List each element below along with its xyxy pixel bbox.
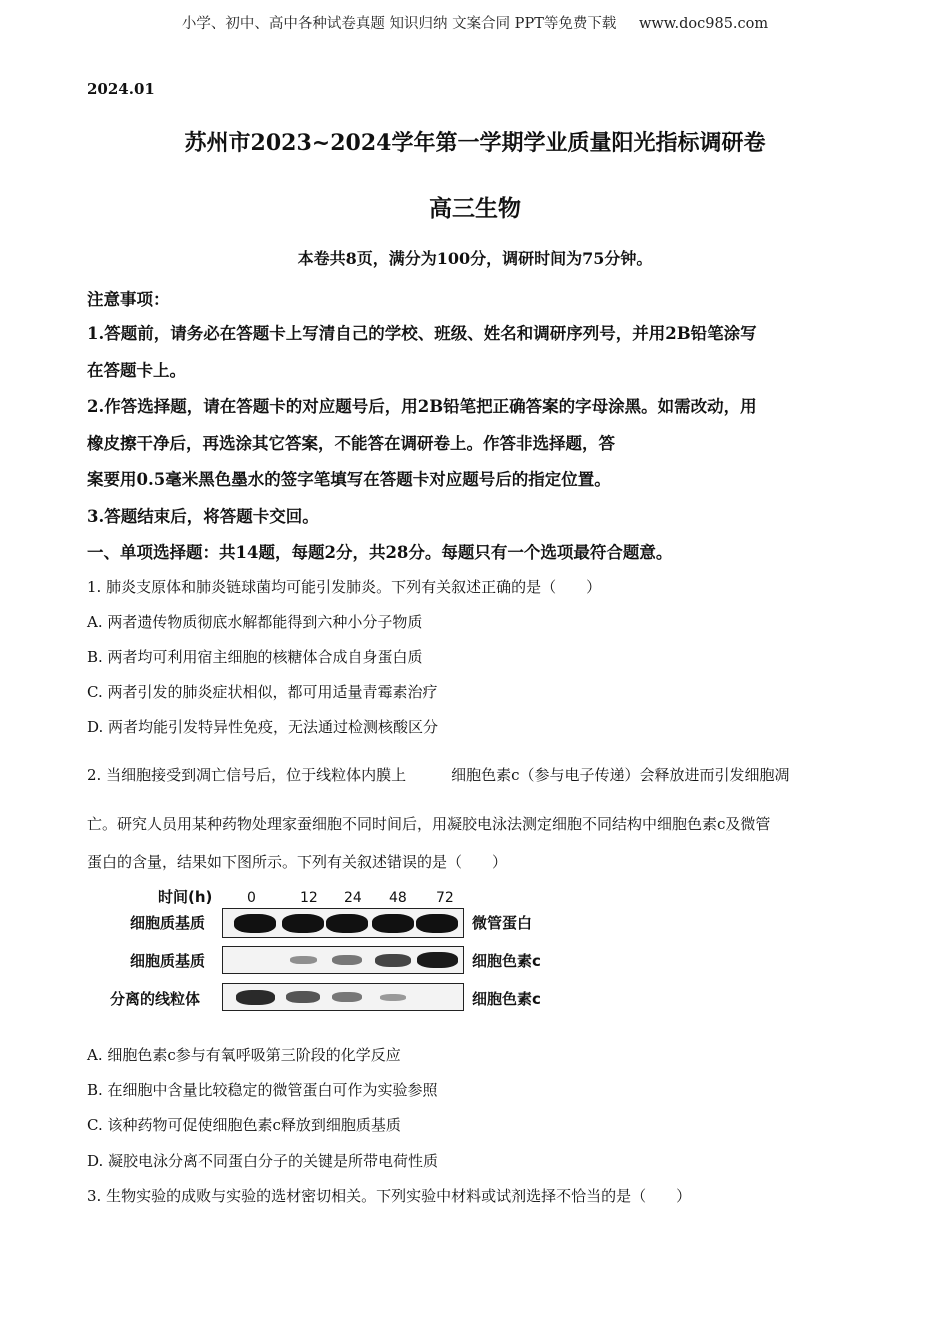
gel-band xyxy=(416,914,458,933)
gel-band xyxy=(375,954,411,967)
q2-option-b: B. 在细胞中含量比较稳定的微管蛋白可作为实验参照 xyxy=(87,1081,438,1099)
row-label-left: 细胞质基质 xyxy=(130,952,206,970)
note-line: 2.作答选择题，请在答题卡的对应题号后，用2B铅笔把正确答案的字母涂黑。如需改动，用 xyxy=(87,397,757,416)
note-line: 案要用0.5毫米黑色墨水的签字笔填写在答题卡对应题号后的指定位置。 xyxy=(87,470,611,489)
q2-option-a: A. 细胞色素c参与有氧呼吸第三阶段的化学反应 xyxy=(87,1046,401,1064)
row-label-right: 微管蛋白 xyxy=(472,914,533,932)
q1-stem: 1. 肺炎支原体和肺炎链球菌均可能引发肺炎。下列有关叙述正确的是（ ） xyxy=(87,578,602,596)
time-tick: 72 xyxy=(436,890,454,906)
gel-band xyxy=(332,992,362,1002)
row-label-right: 细胞色素c xyxy=(472,952,541,970)
q2-stem-line: 蛋白的含量，结果如下图所示。下列有关叙述错误的是（ ） xyxy=(87,853,508,871)
gel-band xyxy=(326,914,368,933)
q1-option-b: B. 两者均可利用宿主细胞的核糖体合成自身蛋白质 xyxy=(87,648,423,666)
blot-row-cytc-mito xyxy=(222,983,464,1011)
q1-option-d: D. 两者均能引发特异性免疫，无法通过检测核酸区分 xyxy=(87,718,439,736)
note-line: 3.答题结束后，将答题卡交回。 xyxy=(87,507,319,526)
q2-stem-line: 2. 当细胞接受到凋亡信号后，位于线粒体内膜上 细胞色素c（参与电子传递）会释放进而引发细胞凋 xyxy=(87,766,790,784)
time-tick: 0 xyxy=(247,890,256,906)
q1-option-c: C. 两者引发的肺炎症状相似，都可用适量青霉素治疗 xyxy=(87,683,438,701)
gel-band xyxy=(332,955,362,965)
site-banner xyxy=(0,12,950,33)
note-line: 在答题卡上。 xyxy=(87,361,186,380)
time-tick: 48 xyxy=(389,890,407,906)
exam-summary: 本卷共8页，满分为100分，调研时间为75分钟。 xyxy=(297,249,653,268)
gel-band xyxy=(234,914,276,933)
row-label-left: 分离的线粒体 xyxy=(110,990,201,1008)
time-tick: 12 xyxy=(300,890,318,906)
notes-heading: 注意事项： xyxy=(87,290,170,309)
q2-option-d: D. 凝胶电泳分离不同蛋白分子的关键是所带电荷性质 xyxy=(87,1152,439,1170)
time-axis-label: 时间(h) xyxy=(158,888,213,906)
gel-band xyxy=(236,990,275,1005)
blot-row-tubulin xyxy=(222,908,464,938)
exam-title: 苏州市2023~2024学年第一学期学业质量阳光指标调研卷 xyxy=(184,130,766,156)
q1-option-a: A. 两者遗传物质彻底水解都能得到六种小分子物质 xyxy=(87,613,423,631)
q2-option-c: C. 该种药物可促使细胞色素c释放到细胞质基质 xyxy=(87,1116,401,1134)
gel-band xyxy=(417,952,458,968)
note-line: 1.答题前，请务必在答题卡上写清自己的学校、班级、姓名和调研序列号，并用2B铅笔涂写 xyxy=(87,324,757,343)
banner-url[interactable]: www.doc985.com xyxy=(638,16,769,32)
gel-band xyxy=(282,914,324,933)
q3-stem: 3. 生物实验的成败与实验的选材密切相关。下列实验中材料或试剂选择不恰当的是（ ） xyxy=(87,1187,692,1205)
exam-subject: 高三生物 xyxy=(429,195,521,222)
gel-band xyxy=(372,914,414,933)
row-label-left: 细胞质基质 xyxy=(130,914,206,932)
gel-electrophoresis-figure xyxy=(110,880,560,1015)
row-label-right: 细胞色素c xyxy=(472,990,541,1008)
banner-text: 小学、初中、高中各种试卷真题 知识归纳 文案合同 PPT等免费下载 xyxy=(181,16,617,32)
gel-band xyxy=(286,991,320,1003)
gel-band xyxy=(290,956,317,964)
gel-band xyxy=(380,994,406,1001)
note-line: 橡皮擦干净后，再选涂其它答案，不能答在调研卷上。作答非选择题，答 xyxy=(87,434,615,453)
exam-date: 2024.01 xyxy=(87,80,155,98)
section-heading: 一、单项选择题：共14题，每题2分，共28分。每题只有一个选项最符合题意。 xyxy=(87,543,673,562)
time-tick: 24 xyxy=(344,890,362,906)
q2-stem-line: 亡。研究人员用某种药物处理家蚕细胞不同时间后，用凝胶电泳法测定细胞不同结构中细胞色素c及微管 xyxy=(87,815,771,833)
blot-row-cytc-cytosol xyxy=(222,946,464,974)
